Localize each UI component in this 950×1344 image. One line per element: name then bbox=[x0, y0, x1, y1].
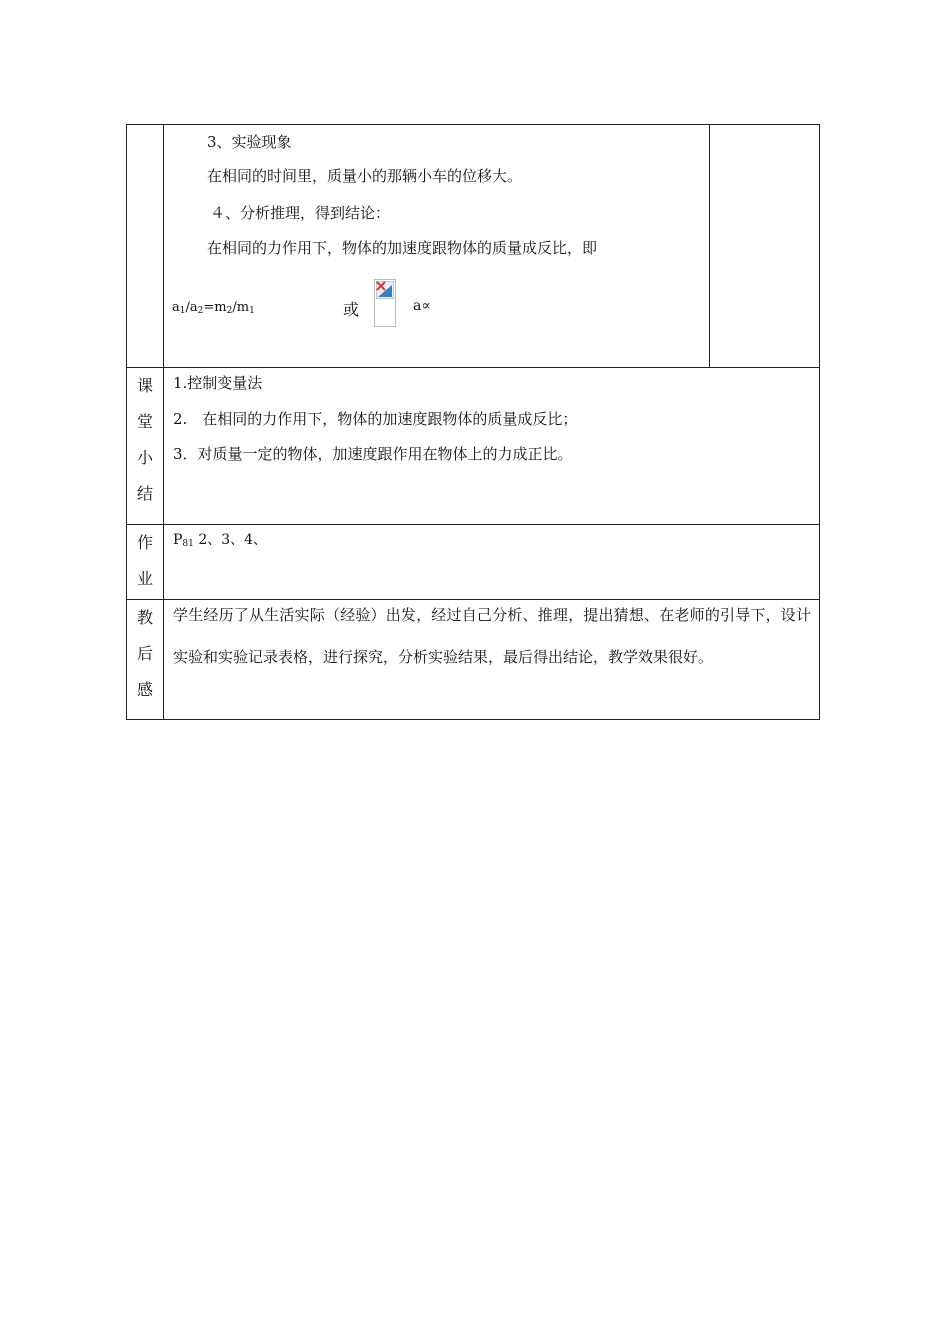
summary-label-char: 结 bbox=[136, 484, 153, 503]
summary-label-cell bbox=[127, 368, 164, 525]
reflection-label-char: 教 bbox=[136, 608, 153, 627]
heading-phenomenon: 3、实验现象 bbox=[207, 133, 292, 151]
lesson-table bbox=[126, 124, 820, 720]
homework-content-cell bbox=[164, 525, 820, 600]
summary-label-char: 堂 bbox=[136, 412, 153, 431]
reflection-text: 学生经历了从生活实际（经验）出发，经过自己分析、推理，提出猜想、在老师的引导下，设计实验和实验记录表格，进行探究，分析实验结果，最后得出结论，教学效果很好。 bbox=[173, 606, 811, 666]
reflection-label-char: 感 bbox=[136, 680, 153, 699]
phenomenon-text: 在相同的时间里，质量小的那辆小车的位移大。 bbox=[207, 167, 523, 185]
summary-item: 2. 在相同的力作用下，物体的加速度跟物体的质量成反比； bbox=[173, 410, 578, 428]
homework-text: $P_{81}$ 2、3、4、 bbox=[173, 532, 268, 549]
homework-label-char: 作 bbox=[136, 533, 153, 552]
ratio-formula: $a_1/a_2=m_2/m_1$ bbox=[172, 300, 255, 316]
conclusion-text: 在相同的力作用下，物体的加速度跟物体的质量成反比，即 bbox=[207, 239, 598, 257]
experiment-label-cell bbox=[127, 125, 164, 368]
summary-label-char: 课 bbox=[136, 376, 153, 395]
homework-label-char: 业 bbox=[136, 569, 153, 588]
proportional-text: a∝ bbox=[413, 298, 431, 314]
summary-row bbox=[127, 368, 820, 525]
summary-item: 3．对质量一定的物体，加速度跟作用在物体上的力成正比。 bbox=[173, 445, 573, 463]
reflection-label-cell bbox=[127, 600, 164, 720]
broken-image-icon bbox=[374, 279, 396, 327]
heading-analysis: ４、分析推理，得到结论： bbox=[210, 204, 391, 222]
experiment-content-cell bbox=[164, 125, 710, 368]
homework-row bbox=[127, 525, 820, 600]
summary-content-cell bbox=[164, 368, 820, 525]
experiment-row bbox=[127, 125, 820, 368]
reflection-label-char: 后 bbox=[136, 644, 153, 663]
homework-label-cell bbox=[127, 525, 164, 600]
summary-item: 1.控制变量法 bbox=[173, 374, 263, 392]
or-text: 或 bbox=[343, 300, 360, 319]
reflection-row bbox=[127, 600, 820, 720]
reflection-content-cell bbox=[164, 600, 820, 720]
experiment-notes-cell bbox=[710, 125, 820, 368]
summary-label-char: 小 bbox=[136, 448, 153, 467]
